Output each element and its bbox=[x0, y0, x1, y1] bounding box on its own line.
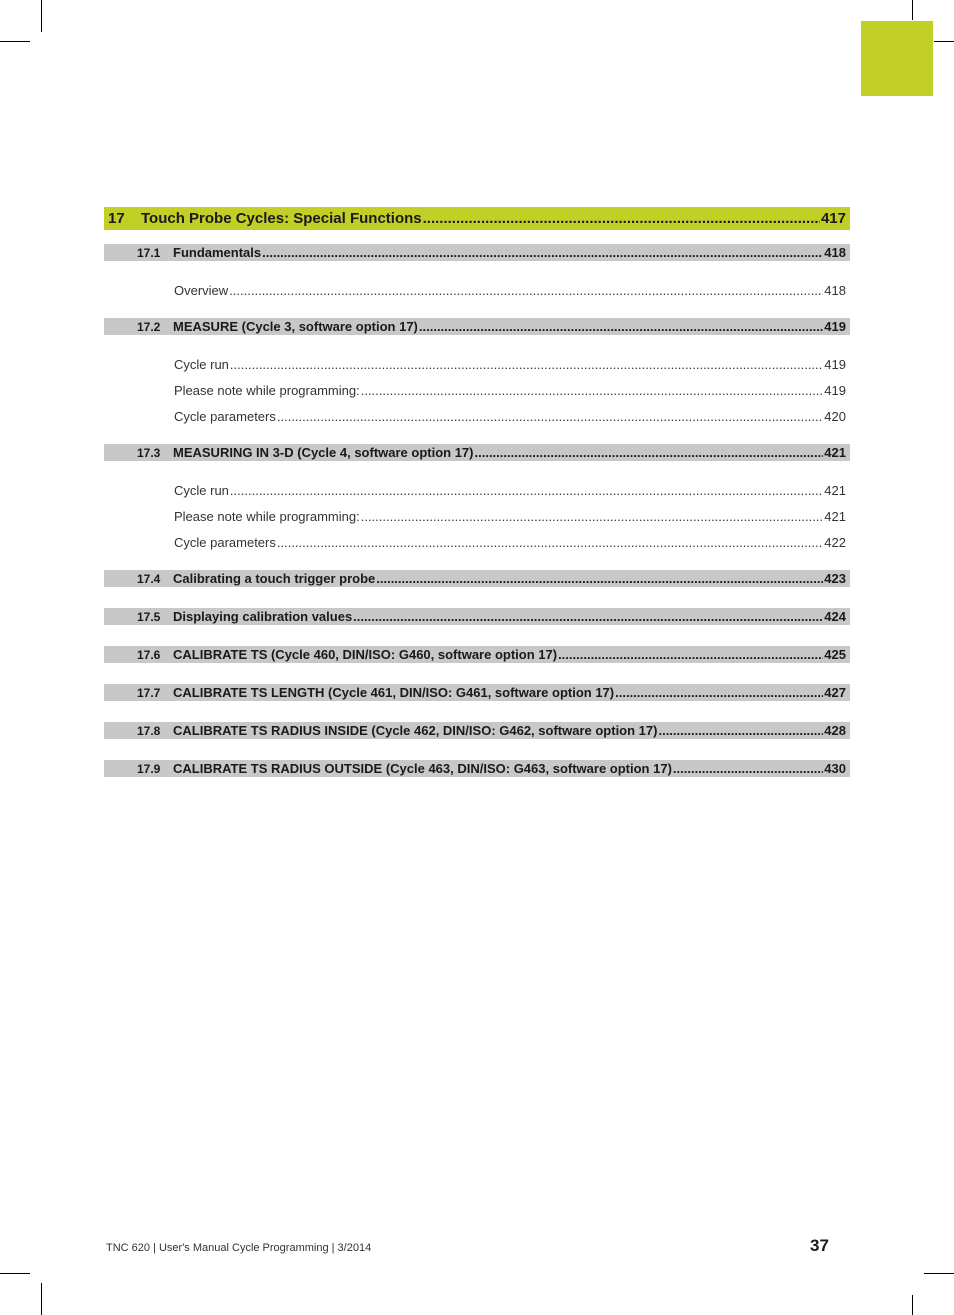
section-page: 423 bbox=[824, 571, 846, 586]
section-number: 17.7 bbox=[137, 686, 161, 700]
toc-subsection-entry[interactable] bbox=[104, 382, 850, 399]
toc-subsection-entry[interactable] bbox=[104, 356, 850, 373]
crop-mark bbox=[41, 0, 42, 32]
leader-dots bbox=[277, 534, 823, 551]
subsection-page: 419 bbox=[824, 357, 846, 372]
leader-dots bbox=[475, 444, 824, 461]
section-number: 17.8 bbox=[137, 724, 161, 738]
toc-subsection-entry[interactable] bbox=[104, 408, 850, 425]
toc-subsection-entry[interactable] bbox=[104, 534, 850, 551]
section-number: 17.4 bbox=[137, 572, 161, 586]
toc-section-entry[interactable] bbox=[104, 444, 850, 461]
subsection-title: Overview bbox=[174, 283, 229, 298]
section-page: 428 bbox=[824, 723, 846, 738]
leader-dots bbox=[419, 318, 823, 335]
leader-dots bbox=[230, 356, 823, 373]
footer-text: TNC 620 | User's Manual Cycle Programming | 3/2014 bbox=[106, 1242, 372, 1254]
crop-mark bbox=[924, 1273, 954, 1274]
toc-section-entry[interactable] bbox=[104, 684, 850, 701]
crop-mark bbox=[934, 41, 954, 42]
section-title: CALIBRATE TS (Cycle 460, DIN/ISO: G460, software option 17) bbox=[173, 647, 558, 662]
crop-mark bbox=[912, 0, 913, 20]
toc-subsection-entry[interactable] bbox=[104, 508, 850, 525]
section-page: 421 bbox=[824, 445, 846, 460]
section-title: Fundamentals bbox=[173, 245, 262, 260]
subsection-title: Cycle run bbox=[174, 357, 229, 372]
chapter-title: Touch Probe Cycles: Special Functions bbox=[141, 210, 422, 227]
leader-dots bbox=[262, 244, 823, 261]
crop-mark bbox=[912, 1295, 913, 1315]
toc-section-entry[interactable] bbox=[104, 318, 850, 335]
section-page: 418 bbox=[824, 245, 846, 260]
subsection-page: 419 bbox=[824, 383, 846, 398]
section-page: 419 bbox=[824, 319, 846, 334]
leader-dots bbox=[229, 282, 823, 299]
subsection-title: Cycle parameters bbox=[174, 409, 276, 424]
leader-dots bbox=[658, 722, 823, 739]
chapter-number: 17 bbox=[108, 210, 125, 227]
subsection-page: 421 bbox=[824, 509, 846, 524]
toc-section-entry[interactable] bbox=[104, 646, 850, 663]
crop-mark bbox=[0, 41, 30, 42]
toc-section-entry[interactable] bbox=[104, 570, 850, 587]
section-number: 17.6 bbox=[137, 648, 161, 662]
section-number: 17.3 bbox=[137, 446, 161, 460]
subsection-page: 420 bbox=[824, 409, 846, 424]
chapter-tab bbox=[861, 21, 933, 96]
toc-chapter-entry[interactable] bbox=[104, 207, 850, 230]
chapter-page: 417 bbox=[820, 210, 846, 227]
section-title: MEASURE (Cycle 3, software option 17) bbox=[173, 319, 418, 334]
toc-subsection-entry[interactable] bbox=[104, 482, 850, 499]
leader-dots bbox=[353, 608, 823, 625]
section-title: MEASURING IN 3-D (Cycle 4, software option 17) bbox=[173, 445, 474, 460]
crop-mark bbox=[0, 1273, 30, 1274]
section-number: 17.1 bbox=[137, 246, 161, 260]
section-list bbox=[104, 244, 850, 777]
section-title: CALIBRATE TS LENGTH (Cycle 461, DIN/ISO: G461, software option 17) bbox=[173, 685, 615, 700]
leader-dots bbox=[376, 570, 823, 587]
section-page: 424 bbox=[824, 609, 846, 624]
section-page: 430 bbox=[824, 761, 846, 776]
leader-dots bbox=[558, 646, 823, 663]
section-title: Calibrating a touch trigger probe bbox=[173, 571, 376, 586]
subsection-title: Please note while programming: bbox=[174, 383, 360, 398]
leader-dots bbox=[277, 408, 823, 425]
section-title: Displaying calibration values bbox=[173, 609, 353, 624]
leader-dots bbox=[423, 207, 820, 230]
subsection-title: Please note while programming: bbox=[174, 509, 360, 524]
subsection-page: 421 bbox=[824, 483, 846, 498]
toc-section-entry[interactable] bbox=[104, 760, 850, 777]
toc-section-entry[interactable] bbox=[104, 244, 850, 261]
leader-dots bbox=[361, 508, 824, 525]
page-number: 37 bbox=[810, 1236, 829, 1255]
section-number: 17.5 bbox=[137, 610, 161, 624]
crop-mark bbox=[41, 1283, 42, 1315]
leader-dots bbox=[361, 382, 824, 399]
leader-dots bbox=[673, 760, 823, 777]
section-page: 425 bbox=[824, 647, 846, 662]
toc-section-entry[interactable] bbox=[104, 608, 850, 625]
subsection-title: Cycle parameters bbox=[174, 535, 276, 550]
section-number: 17.2 bbox=[137, 320, 161, 334]
subsection-page: 418 bbox=[824, 283, 846, 298]
leader-dots bbox=[615, 684, 823, 701]
leader-dots bbox=[230, 482, 823, 499]
toc-section-entry[interactable] bbox=[104, 722, 850, 739]
section-title: CALIBRATE TS RADIUS OUTSIDE (Cycle 463, DIN/ISO: G463, software option 17) bbox=[173, 761, 672, 776]
section-number: 17.9 bbox=[137, 762, 161, 776]
section-page: 427 bbox=[824, 685, 846, 700]
subsection-page: 422 bbox=[824, 535, 846, 550]
toc-subsection-entry[interactable] bbox=[104, 282, 850, 299]
table-of-contents bbox=[104, 207, 850, 798]
section-title: CALIBRATE TS RADIUS INSIDE (Cycle 462, DIN/ISO: G462, software option 17) bbox=[173, 723, 658, 738]
subsection-title: Cycle run bbox=[174, 483, 229, 498]
